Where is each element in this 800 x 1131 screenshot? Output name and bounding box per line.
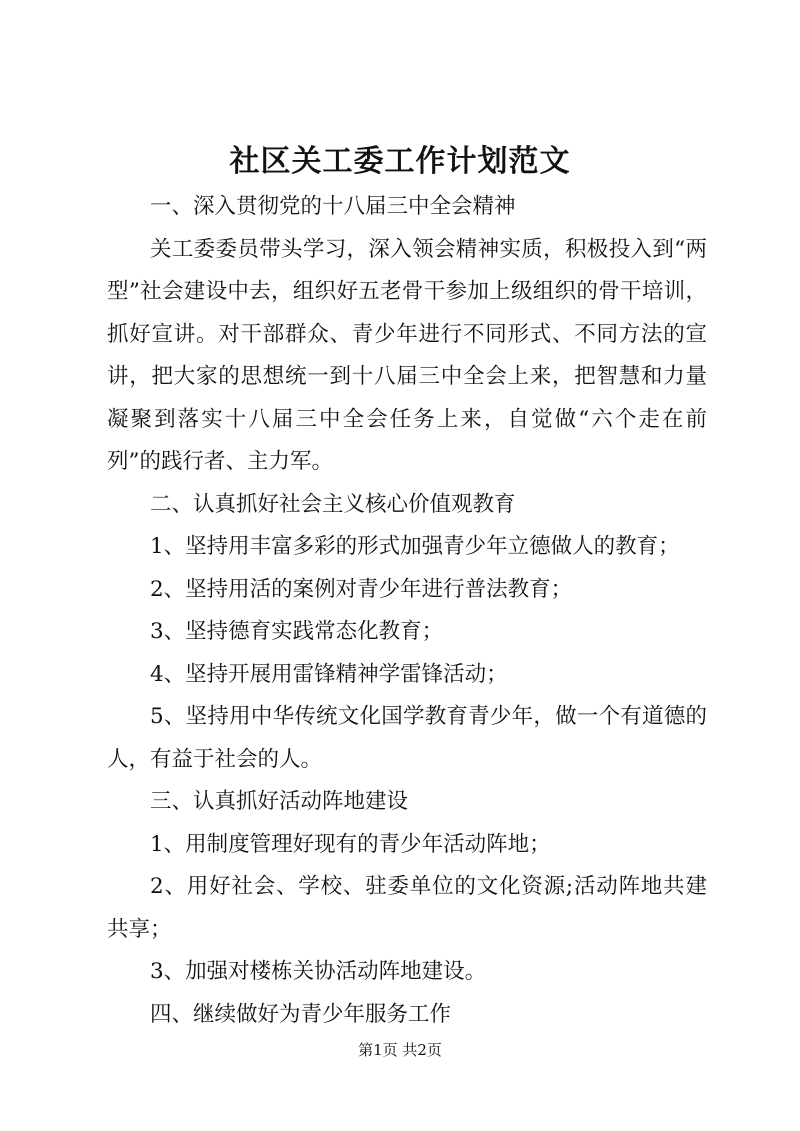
section-heading-1: 一、深入贯彻党的十八届三中全会精神 — [150, 194, 516, 219]
list-item: 2、坚持用活的案例对青少年进行普法教育； — [150, 576, 573, 602]
list-item: 1、坚持用丰富多彩的形式加强青少年立德做人的教育； — [150, 534, 680, 559]
list-item: 1、用制度管理好现有的青少年活动阵地； — [150, 831, 551, 857]
body-paragraph: 关工委委员带头学习，深入领会精神实质，积极投入到“两型”社会建设中去，组织好五老骨干参加上级组织的骨干培训，抓好宣讲。对干部群众、青少年进行不同形式、不同方法的宣讲，把大家的思想统一到十八届三中全会上来，把智慧和力量凝聚到落实十八届三中全会任务上来，自觉做“六个走在前列”的践行者、主力军。 — [107, 236, 707, 474]
list-item: 3、坚持德育实践常态化教育； — [150, 619, 444, 644]
list-item: 2、用好社会、学校、驻委单位的文化资源;活动阵地共建共享； — [107, 874, 707, 942]
list-item: 3、加强对楼栋关协活动阵地建设。 — [150, 959, 487, 984]
section-heading-4: 四、继续做好为青少年服务工作 — [150, 1001, 452, 1027]
list-item: 4、坚持开展用雷锋精神学雷锋活动； — [150, 661, 508, 687]
document-body — [107, 186, 707, 1036]
section-heading-3: 三、认真抓好活动阵地建设 — [150, 789, 409, 814]
page-footer: 第1页 共2页 — [358, 1041, 442, 1059]
section-heading-2: 二、认真抓好社会主义核心价值观教育 — [150, 491, 516, 517]
document-title: 社区关工委工作计划范文 — [229, 144, 571, 179]
list-item: 5、坚持用中华传统文化国学教育青少年，做一个有道德的人，有益于社会的人。 — [107, 704, 707, 772]
